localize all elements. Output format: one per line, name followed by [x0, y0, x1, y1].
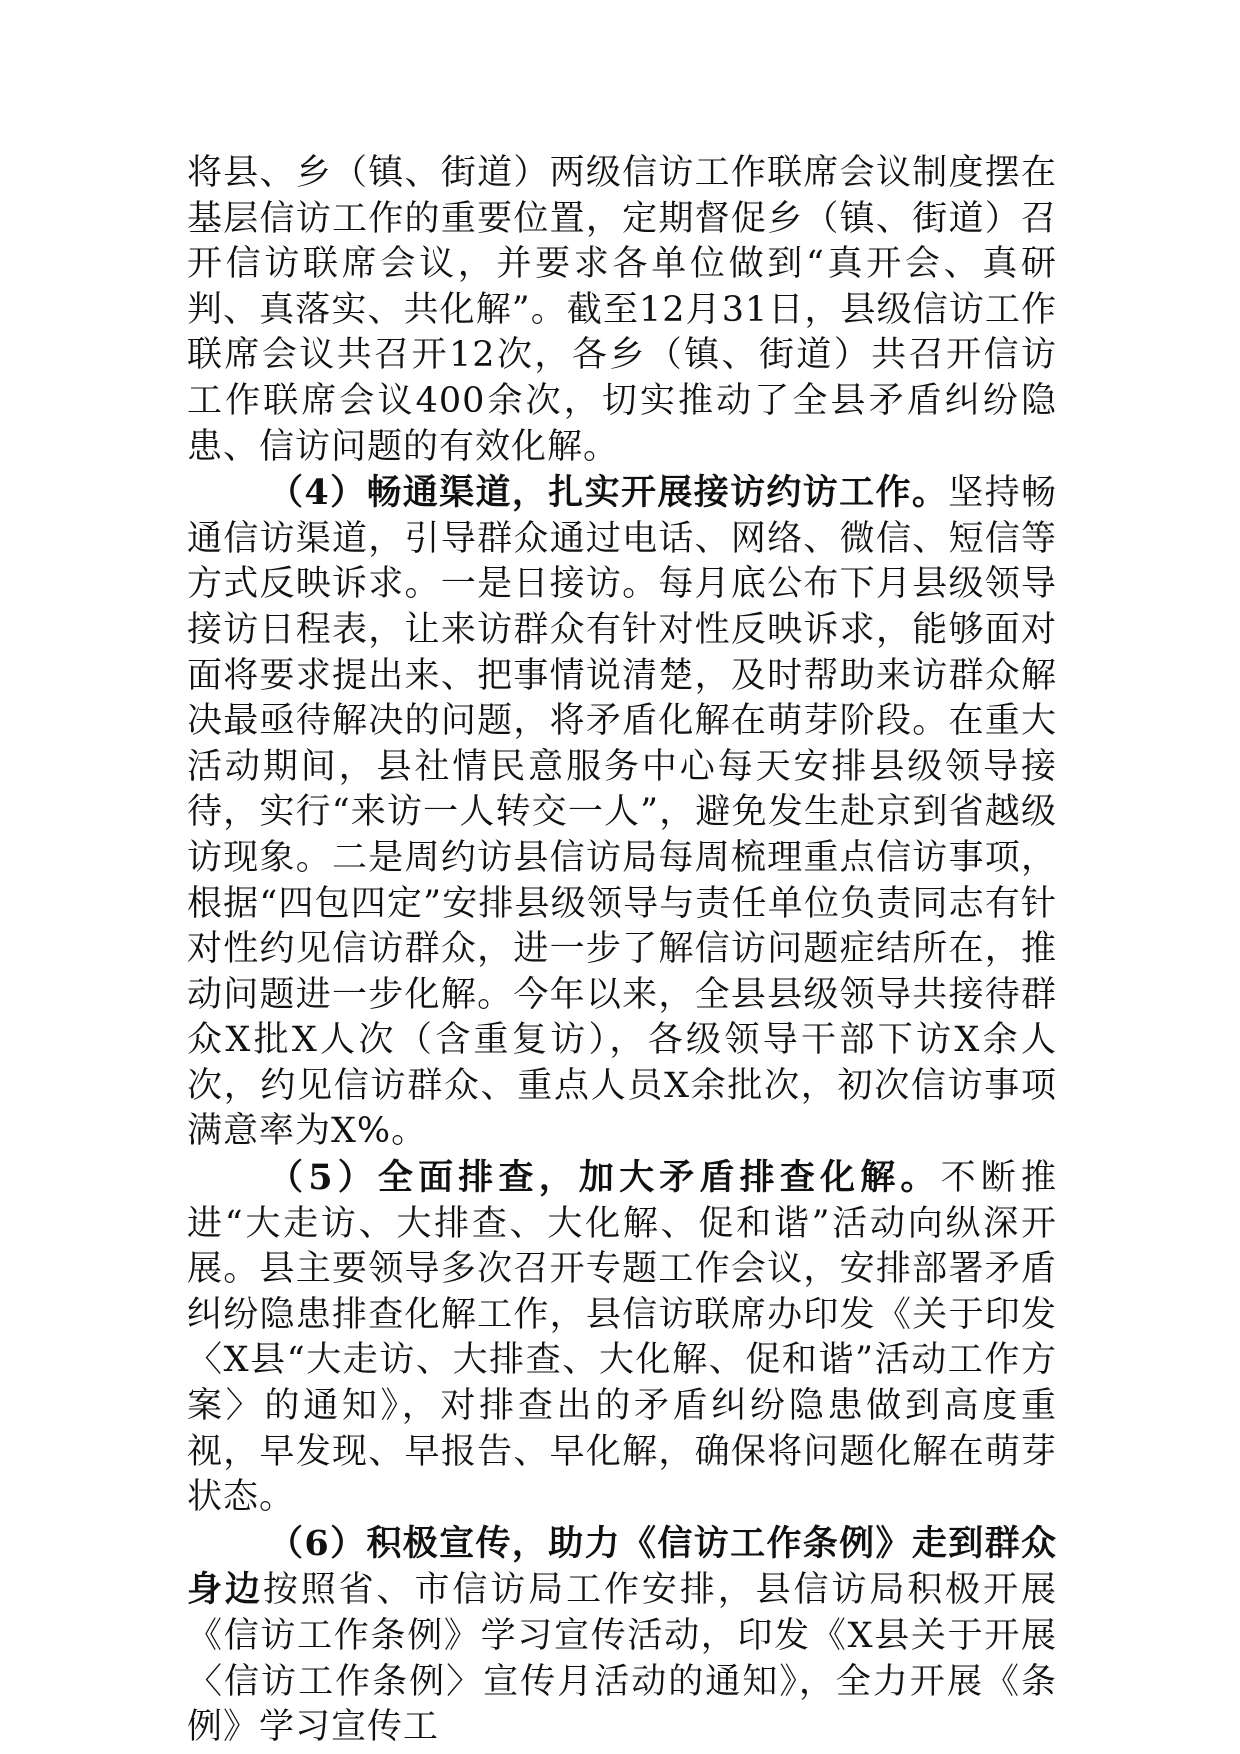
- paragraph-text: 按照省、市信访局工作安排，县信访局积极开展《信访工作条例》学习宣传活动，印发《X县关于开展〈信访工作条例〉宣传月活动的通知》，全力开展《条例》学习宣传工: [187, 1570, 1057, 1748]
- paragraph-6-publicity: [187, 1521, 1057, 1751]
- paragraph-4-unblock-channels: [187, 470, 1057, 1155]
- paragraph-heading: （6）积极宣传，助力《信访工作条例》走到群众身边: [187, 1522, 1057, 1611]
- paragraph-continuation: [187, 151, 1057, 470]
- paragraph-heading: （4）畅通渠道，扎实开展接访约访工作。: [268, 472, 949, 514]
- document-page: [187, 151, 1057, 1751]
- paragraph-text: 将县、乡（镇、街道）两级信访工作联席会议制度摆在基层信访工作的重要位置，定期督促乡（镇、街道）召开信访联席会议，并要求各单位做到“真开会、真研判、真落实、共化解”。截至12月31日，县级信访工作联席会议共召开12次，各乡（镇、街道）共召开信访工作联席会议400余次，切实推动了全县矛盾纠纷隐患、信访问题的有效化解。: [187, 153, 1057, 467]
- paragraph-text: 坚持畅通信访渠道，引导群众通过电话、网络、微信、短信等方式反映诉求。一是日接访。每月底公布下月县级领导接访日程表，让来访群众有针对性反映诉求，能够面对面将要求提出来、把事情说清楚，及时帮助来访群众解决最亟待解决的问题，将矛盾化解在萌芽阶段。在重大活动期间，县社情民意服务中心每天安排县级领导接待，实行“来访一人转交一人”，避免发生赴京到省越级访现象。二是周约访县信访局每周梳理重点信访事项，根据“四包四定”安排县级领导与责任单位负责同志有针对性约见信访群众，进一步了解信访问题症结所在，推动问题进一步化解。今年以来，全县县级领导共接待群众X批X人次（含重复访），各级领导干部下访X余人次，约见信访群众、重点人员X余批次，初次信访事项满意率为X%。: [187, 473, 1057, 1152]
- paragraph-text: 不断推进“大走访、大排查、大化解、促和谐”活动向纵深开展。县主要领导多次召开专题工作会议，安排部署矛盾纠纷隐患排查化解工作，县信访联席办印发《关于印发〈X县“大走访、大排查、大化解、促和谐”活动工作方案〉的通知》，对排查出的矛盾纠纷隐患做到高度重视，早发现、早报告、早化解，确保将问题化解在萌芽状态。: [187, 1158, 1057, 1518]
- paragraph-5-comprehensive-screening: [187, 1155, 1057, 1521]
- paragraph-heading: （5）全面排查，加大矛盾排查化解。: [268, 1157, 941, 1199]
